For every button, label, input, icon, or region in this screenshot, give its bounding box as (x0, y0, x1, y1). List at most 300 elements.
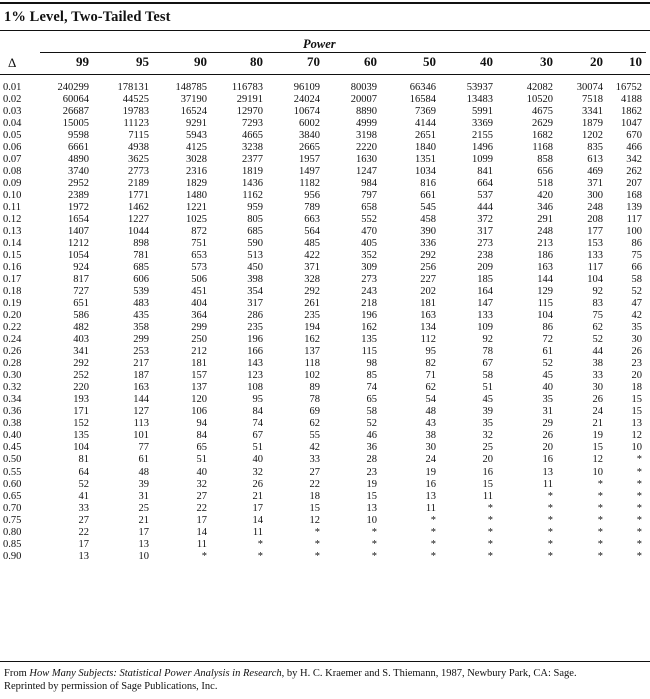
sample-size-cell: 653 (191, 250, 207, 262)
delta-cell: 0.19 (3, 298, 22, 310)
sample-size-cell: 835 (587, 142, 603, 154)
delta-cell: 0.01 (3, 82, 22, 93)
sample-size-cell: 163 (133, 382, 149, 394)
table-row (0, 539, 642, 551)
sample-size-cell: 55 (309, 430, 320, 442)
sample-size-cell: 27 (78, 514, 89, 526)
sample-size-cell: 53937 (466, 82, 493, 93)
sample-size-cell: 450 (247, 262, 263, 274)
delta-cell: 0.11 (3, 202, 21, 214)
sample-size-cell: 40 (542, 382, 553, 394)
sample-size-cell: 1840 (415, 142, 436, 154)
sample-size-cell: 27 (309, 466, 320, 478)
delta-cell: 0.14 (3, 238, 22, 250)
table-row (0, 250, 642, 262)
sample-size-cell: 67 (482, 358, 493, 370)
source-note-line-1 (4, 667, 648, 680)
sample-size-cell: 32 (482, 430, 493, 442)
sample-size-cell: 77 (138, 442, 149, 454)
sample-size-cell: 137 (304, 346, 320, 358)
sample-size-cell: 86 (631, 238, 642, 250)
sample-size-cell: 727 (73, 286, 89, 298)
sample-size-cell: 74 (252, 418, 263, 430)
sample-size-cell: 354 (247, 286, 263, 298)
power-header-cell: 50 (423, 54, 436, 69)
sample-size-cell: 252 (73, 370, 89, 382)
sample-size-cell: 144 (133, 394, 149, 406)
table-row (0, 286, 642, 298)
sample-size-cell: 1957 (299, 154, 320, 166)
sample-size-cell: * (636, 502, 642, 514)
sample-size-cell: 685 (133, 262, 149, 274)
sample-size-cell: 4999 (356, 118, 377, 130)
sample-size-cell: 71 (425, 370, 436, 382)
sample-size-cell: 52 (592, 334, 603, 346)
sample-size-cell: 178131 (117, 82, 149, 93)
sample-size-cell: * (257, 538, 263, 550)
sample-size-cell: * (547, 526, 553, 538)
sample-size-cell: 1221 (186, 202, 207, 214)
sample-size-cell: 30 (425, 442, 436, 454)
sample-size-cell: 37190 (180, 94, 207, 106)
sample-size-cell: 17 (196, 514, 207, 526)
sample-size-cell: 109 (477, 322, 493, 334)
sample-size-cell: 30 (592, 382, 603, 394)
sample-size-cell: 2629 (532, 118, 553, 130)
sample-size-cell: 1436 (242, 178, 263, 190)
sample-size-cell: 85 (366, 370, 377, 382)
sample-size-cell: 10 (592, 466, 603, 478)
sample-size-cell: 196 (361, 310, 377, 322)
delta-cell: 0.15 (3, 250, 22, 262)
delta-cell: 0.26 (3, 346, 22, 358)
sample-size-cell: 92 (592, 286, 603, 298)
sample-size-cell: 10 (631, 442, 642, 454)
sample-size-cell: 5943 (186, 130, 207, 142)
sample-size-cell: 39 (138, 478, 149, 490)
sample-size-cell: 106 (191, 406, 207, 418)
sample-size-cell: 663 (304, 214, 320, 226)
sample-size-cell: 32 (196, 478, 207, 490)
sample-size-cell: 1497 (299, 166, 320, 178)
sample-size-cell: 72 (542, 334, 553, 346)
sample-size-cell: 1819 (242, 166, 263, 178)
sample-size-cell: 5991 (472, 106, 493, 118)
sample-size-cell: 1247 (356, 166, 377, 178)
sample-size-cell: 4188 (621, 94, 642, 106)
sample-size-cell: 7293 (242, 118, 263, 130)
sample-size-cell: 1480 (186, 190, 207, 202)
sample-size-cell: 485 (304, 238, 320, 250)
sample-size-cell: 89 (309, 382, 320, 394)
sample-size-cell: 1407 (68, 226, 89, 238)
sample-size-cell: 1462 (128, 202, 149, 214)
sample-size-cell: 66346 (409, 82, 436, 93)
sample-size-cell: 292 (73, 358, 89, 370)
sample-size-cell: 16584 (409, 94, 436, 106)
sample-size-cell: 19 (592, 430, 603, 442)
sample-size-cell: 256 (420, 262, 436, 274)
delta-cell: 0.04 (3, 118, 22, 130)
sample-size-cell: 658 (361, 202, 377, 214)
sample-size-cell: 924 (73, 262, 89, 274)
sample-size-cell: * (487, 526, 493, 538)
sample-size-cell: 25 (138, 502, 149, 514)
sample-size-cell: 248 (537, 226, 553, 238)
sample-size-cell: 15005 (62, 118, 89, 130)
sample-size-cell: 33 (78, 502, 89, 514)
sample-size-cell: 95 (425, 346, 436, 358)
power-header-cell: 99 (76, 54, 89, 69)
sample-size-cell: 390 (420, 226, 436, 238)
sample-size-cell: 162 (361, 322, 377, 334)
sample-size-cell: 1162 (242, 190, 263, 202)
sample-size-cell: 2316 (186, 166, 207, 178)
sample-size-cell: 1182 (299, 178, 320, 190)
sample-size-cell: 92 (482, 334, 493, 346)
footer-rule (0, 661, 650, 662)
table-row (0, 406, 642, 418)
delta-cell: 0.50 (3, 454, 22, 466)
sample-size-cell: 1054 (68, 250, 89, 262)
sample-size-cell: * (547, 490, 553, 502)
sample-size-cell: 10 (138, 550, 149, 562)
sample-size-cell: 1044 (128, 226, 149, 238)
sample-size-cell: 1972 (68, 202, 89, 214)
sample-size-cell: 217 (133, 358, 149, 370)
table-row (0, 142, 642, 154)
sample-size-cell: 959 (247, 202, 263, 214)
sample-size-cell: 60064 (62, 94, 89, 106)
delta-cell: 0.32 (3, 382, 22, 394)
sample-size-cell: 15 (631, 394, 642, 406)
source-note (4, 667, 648, 693)
sample-size-cell: 26687 (62, 106, 89, 118)
sample-size-cell: * (430, 550, 436, 562)
power-header-cell: 60 (364, 54, 377, 69)
sample-size-cell: * (430, 538, 436, 550)
sample-size-cell: 139 (626, 202, 642, 214)
table-row (0, 322, 642, 334)
sample-size-cell: 16 (482, 466, 493, 478)
sample-size-cell: 299 (191, 322, 207, 334)
sample-size-cell: * (636, 550, 642, 562)
sample-size-cell: 134 (420, 322, 436, 334)
sample-size-cell: 1034 (415, 166, 436, 178)
sample-size-cell: 451 (191, 286, 207, 298)
sample-size-cell: 841 (477, 166, 493, 178)
sample-size-cell: 3198 (356, 130, 377, 142)
sample-size-cell: 120 (191, 394, 207, 406)
sample-size-cell: 12 (592, 454, 603, 466)
table-row (0, 214, 642, 226)
sample-size-cell: * (257, 550, 263, 562)
sample-size-cell: 606 (133, 274, 149, 286)
sample-size-cell: 147 (477, 298, 493, 310)
sample-size-cell: 32 (252, 466, 263, 478)
source-book-title: How Many Subjects: Statistical Power Analysis in Research (29, 668, 282, 679)
sample-size-cell: 78 (482, 346, 493, 358)
sample-size-cell: 3238 (242, 142, 263, 154)
sample-size-cell: 364 (191, 310, 207, 322)
sample-size-cell: 291 (537, 214, 553, 226)
sample-size-cell: 29 (542, 418, 553, 430)
sample-size-cell: 2220 (356, 142, 377, 154)
sample-size-cell: 133 (477, 310, 493, 322)
sample-size-cell: 23 (631, 358, 642, 370)
table-row (0, 358, 642, 370)
sample-size-cell: 16524 (180, 106, 207, 118)
sample-size-cell: 51 (196, 454, 207, 466)
sample-size-cell: 64 (78, 466, 89, 478)
delta-cell: 0.05 (3, 130, 22, 142)
sample-size-cell: 58 (631, 274, 642, 286)
sample-size-cell: 213 (537, 238, 553, 250)
sample-size-cell: 235 (304, 310, 320, 322)
sample-size-cell: 22 (309, 478, 320, 490)
sample-size-cell: 75 (631, 250, 642, 262)
sample-size-cell: 12 (631, 430, 642, 442)
power-header-cell: 20 (590, 54, 603, 69)
table-row (0, 130, 642, 142)
sample-size-cell: 157 (191, 370, 207, 382)
sample-size-cell: 181 (420, 298, 436, 310)
sample-size-cell: 590 (247, 238, 263, 250)
sample-size-cell: 20 (631, 370, 642, 382)
sample-size-cell: 250 (191, 334, 207, 346)
sample-size-cell: 613 (587, 154, 603, 166)
delta-cell: 0.17 (3, 274, 22, 286)
sample-size-cell: 444 (477, 202, 493, 214)
sample-size-cell: 81 (78, 454, 89, 466)
sample-size-cell: 45 (542, 370, 553, 382)
sample-size-cell: 83 (592, 298, 603, 310)
sample-size-cell: 346 (537, 202, 553, 214)
sample-size-cell: 2651 (415, 130, 436, 142)
delta-cell: 0.80 (3, 526, 22, 538)
sample-size-cell: 262 (626, 166, 642, 178)
sample-size-cell: 74 (366, 382, 377, 394)
sample-size-cell: 1168 (532, 142, 553, 154)
source-prefix: From (4, 668, 30, 679)
sample-size-cell: 30074 (576, 82, 603, 93)
sample-size-cell: 1496 (472, 142, 493, 154)
sample-size-cell: 21 (592, 418, 603, 430)
sample-size-cell: 98 (366, 358, 377, 370)
sample-size-cell: 19783 (122, 106, 149, 118)
sample-size-cell: 166 (247, 346, 263, 358)
sample-size-cell: 6002 (299, 118, 320, 130)
sample-size-cell: 1654 (68, 214, 89, 226)
sample-size-cell: 18 (631, 382, 642, 394)
table-row (0, 454, 642, 466)
table-row (0, 202, 642, 214)
sample-size-cell: 3840 (299, 130, 320, 142)
sample-size-cell: 16 (542, 454, 553, 466)
sample-size-cell: 328 (304, 274, 320, 286)
sample-size-cell: 15 (592, 442, 603, 454)
sample-size-cell: 253 (133, 346, 149, 358)
sample-size-cell: 52 (631, 286, 642, 298)
delta-cell: 0.65 (3, 490, 22, 502)
sample-size-cell: 69 (309, 406, 320, 418)
sample-size-cell: 80039 (350, 82, 377, 93)
sample-size-cell: 573 (191, 262, 207, 274)
sample-size-cell: 273 (477, 238, 493, 250)
sample-size-cell: 398 (247, 274, 263, 286)
sample-size-cell: 46 (366, 430, 377, 442)
sample-size-cell: 7518 (582, 94, 603, 106)
table-row (0, 527, 642, 539)
sample-size-cell: * (430, 526, 436, 538)
sample-size-cell: 1862 (621, 106, 642, 118)
sample-size-cell: 127 (133, 406, 149, 418)
sample-size-cell: 84 (196, 430, 207, 442)
table-row (0, 154, 642, 166)
delta-cell: 0.07 (3, 154, 22, 166)
sample-size-cell: 207 (626, 178, 642, 190)
sample-size-cell: 44525 (122, 94, 149, 106)
sample-size-cell: 35 (631, 322, 642, 334)
sample-size-cell: 171 (73, 406, 89, 418)
sample-size-cell: 135 (73, 430, 89, 442)
sample-size-cell: 1829 (186, 178, 207, 190)
sample-size-cell: * (371, 538, 377, 550)
sample-size-cell: 9598 (68, 130, 89, 142)
sample-size-cell: 42082 (526, 82, 553, 93)
sample-size-cell: 422 (304, 250, 320, 262)
table-row (0, 262, 642, 274)
sample-size-cell: 4125 (186, 142, 207, 154)
sample-size-cell: 181 (191, 358, 207, 370)
sample-size-cell: 26 (631, 346, 642, 358)
sample-size-cell: 14 (196, 526, 207, 538)
sample-size-cell: 65 (196, 442, 207, 454)
sample-size-cell: 1630 (356, 154, 377, 166)
delta-cell: 0.70 (3, 502, 22, 514)
sample-size-cell: * (636, 454, 642, 466)
sample-size-cell: 248 (587, 202, 603, 214)
sample-size-cell: 789 (304, 202, 320, 214)
table-row (0, 551, 642, 563)
sample-size-cell: 13 (425, 490, 436, 502)
sample-size-cell: 898 (133, 238, 149, 250)
sample-size-cell: 227 (420, 274, 436, 286)
delta-cell: 0.60 (3, 478, 22, 490)
power-header-cell: 90 (194, 54, 207, 69)
sample-size-cell: 40 (196, 466, 207, 478)
sample-size-cell: * (636, 514, 642, 526)
sample-size-cell: 11 (425, 502, 436, 514)
table-row (0, 442, 642, 454)
delta-cell: 0.36 (3, 406, 22, 418)
sample-size-cell: 371 (304, 262, 320, 274)
sample-size-cell: 537 (477, 190, 493, 202)
table-row (0, 310, 642, 322)
sample-size-cell: 10 (366, 514, 377, 526)
sample-size-cell: 220 (73, 382, 89, 394)
delta-cell: 0.40 (3, 430, 22, 442)
sample-size-cell: 1879 (582, 118, 603, 130)
table-row (0, 238, 642, 250)
sample-size-cell: 13 (138, 538, 149, 550)
sample-size-cell: 685 (247, 226, 263, 238)
sample-size-cell: 45 (482, 394, 493, 406)
sample-size-cell: 104 (73, 442, 89, 454)
sample-size-cell: 212 (191, 346, 207, 358)
delta-cell: 0.03 (3, 106, 22, 118)
sample-size-cell: 781 (133, 250, 149, 262)
sample-size-cell: 1099 (472, 154, 493, 166)
sample-size-cell: 13 (78, 550, 89, 562)
sample-size-cell: * (597, 490, 603, 502)
sample-size-cell: * (314, 538, 320, 550)
sample-size-cell: 33 (309, 454, 320, 466)
sample-size-cell: 11 (542, 478, 553, 490)
source-citation: , by H. C. Kraemer and S. Thiemann, 1987, Newbury Park, CA: Sage. (281, 668, 577, 679)
sample-size-cell: 22 (196, 502, 207, 514)
sample-size-cell: 1202 (582, 130, 603, 142)
sample-size-cell: * (487, 514, 493, 526)
sample-size-cell: * (597, 514, 603, 526)
sample-size-cell: 117 (587, 262, 603, 274)
sample-size-cell: 12 (309, 514, 320, 526)
sample-size-cell: 95 (252, 394, 263, 406)
top-rule (0, 2, 650, 4)
sample-size-cell: 15 (631, 406, 642, 418)
sample-size-cell: 94 (196, 418, 207, 430)
sample-size-cell: 133 (587, 250, 603, 262)
sample-size-cell: 62 (309, 418, 320, 430)
header-rule (0, 74, 650, 75)
sample-size-cell: 24 (592, 406, 603, 418)
sample-size-cell: 58 (482, 370, 493, 382)
sample-size-cell: 3740 (68, 166, 89, 178)
sample-size-cell: * (371, 550, 377, 562)
sample-size-cell: 22 (78, 526, 89, 538)
sample-size-cell: 61 (542, 346, 553, 358)
sample-size-cell: 10674 (293, 106, 320, 118)
sample-size-cell: 13483 (466, 94, 493, 106)
sample-size-cell: 152 (73, 418, 89, 430)
sample-size-cell: 164 (477, 286, 493, 298)
sample-size-cell: * (597, 526, 603, 538)
delta-cell: 0.38 (3, 418, 22, 430)
power-spanner-rule (40, 52, 646, 53)
sample-size-cell: 112 (420, 334, 436, 346)
sample-size-cell: 286 (247, 310, 263, 322)
sample-size-cell: 21 (138, 514, 149, 526)
sample-size-cell: 405 (361, 238, 377, 250)
sample-size-cell: 2952 (68, 178, 89, 190)
sample-size-cell: 193 (73, 394, 89, 406)
sample-size-cell: 513 (247, 250, 263, 262)
sample-size-cell: 816 (420, 178, 436, 190)
sample-size-cell: 317 (477, 226, 493, 238)
sample-size-cell: 469 (587, 166, 603, 178)
sample-size-cell: 358 (133, 322, 149, 334)
sample-size-cell: 196 (247, 334, 263, 346)
sample-size-cell: 11 (196, 538, 207, 550)
sample-size-cell: 102 (304, 370, 320, 382)
sample-size-cell: 115 (361, 346, 377, 358)
sample-size-cell: 1212 (68, 238, 89, 250)
sample-size-cell: 300 (587, 190, 603, 202)
sample-size-cell: 143 (247, 358, 263, 370)
sample-size-cell: 14 (252, 514, 263, 526)
sample-size-cell: 48 (138, 466, 149, 478)
sample-size-cell: * (487, 502, 493, 514)
